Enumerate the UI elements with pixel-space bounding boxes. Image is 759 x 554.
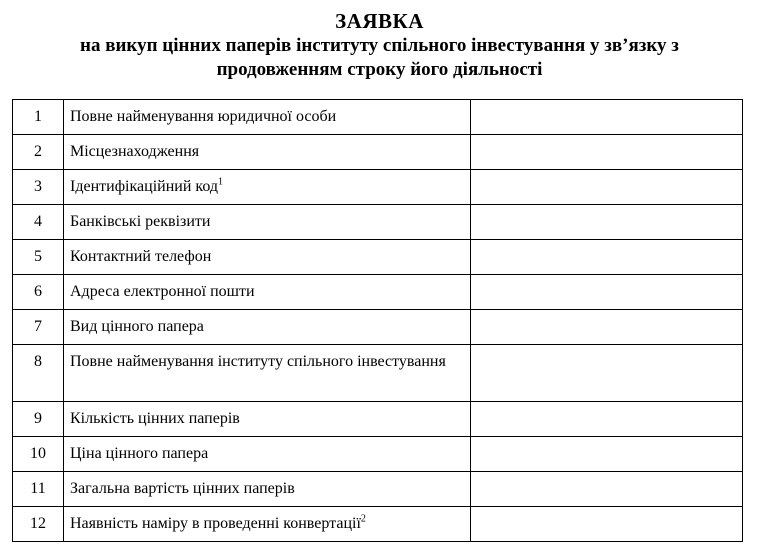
table-row	[13, 507, 743, 542]
table-row	[13, 402, 743, 437]
row-number: 7	[13, 310, 64, 345]
table-row	[13, 437, 743, 472]
table-row	[13, 100, 743, 135]
footnote-marker: 1	[218, 176, 224, 188]
table-row	[13, 310, 743, 345]
table-row	[13, 345, 743, 402]
table-row	[13, 135, 743, 170]
row-number: 12	[13, 507, 64, 542]
table-row	[13, 275, 743, 310]
row-value-cell[interactable]	[471, 205, 743, 240]
footnote-marker: 2	[360, 513, 366, 525]
table-row	[13, 170, 743, 205]
document-subtitle-line-1: на викуп цінних паперів інституту спільного інвестування у зв’язку з	[80, 35, 679, 56]
table-row	[13, 472, 743, 507]
row-number: 8	[13, 345, 64, 402]
row-number: 10	[13, 437, 64, 472]
row-label: Кількість цінних паперів	[64, 402, 471, 437]
table-row	[13, 205, 743, 240]
row-value-cell[interactable]	[471, 402, 743, 437]
row-label-text: Ідентифікаційний код	[70, 178, 219, 195]
row-number: 9	[13, 402, 64, 437]
row-number: 2	[13, 135, 64, 170]
table-row	[13, 240, 743, 275]
row-label: Повне найменування юридичної особи	[64, 100, 471, 135]
document-header	[0, 8, 759, 82]
row-value-cell[interactable]	[471, 472, 743, 507]
row-label: Адреса електронної пошти	[64, 275, 471, 310]
row-number: 5	[13, 240, 64, 275]
row-label: Повне найменування інституту спільного інвестування	[64, 345, 471, 402]
row-label-text: Наявність наміру в проведенні конвертації	[70, 515, 361, 532]
row-label-with-footnote	[64, 170, 471, 205]
document-title: ЗАЯВКА	[335, 9, 424, 33]
row-value-cell[interactable]	[471, 135, 743, 170]
row-value-cell[interactable]	[471, 240, 743, 275]
row-value-cell[interactable]	[471, 507, 743, 542]
row-label: Вид цінного папера	[64, 310, 471, 345]
row-number: 11	[13, 472, 64, 507]
row-label: Місцезнаходження	[64, 135, 471, 170]
row-value-cell[interactable]	[471, 275, 743, 310]
row-label: Ціна цінного папера	[64, 437, 471, 472]
row-number: 3	[13, 170, 64, 205]
document-subtitle-line-2: продовженням строку його діяльності	[216, 59, 543, 80]
row-value-cell[interactable]	[471, 310, 743, 345]
row-value-cell[interactable]	[471, 170, 743, 205]
row-label: Контактний телефон	[64, 240, 471, 275]
row-number: 4	[13, 205, 64, 240]
row-number: 6	[13, 275, 64, 310]
row-label: Банківські реквізити	[64, 205, 471, 240]
application-form-table	[12, 99, 743, 542]
row-label: Загальна вартість цінних паперів	[64, 472, 471, 507]
row-value-cell[interactable]	[471, 100, 743, 135]
row-label-with-footnote	[64, 507, 471, 542]
row-number: 1	[13, 100, 64, 135]
row-value-cell[interactable]	[471, 437, 743, 472]
row-value-cell[interactable]	[471, 345, 743, 402]
